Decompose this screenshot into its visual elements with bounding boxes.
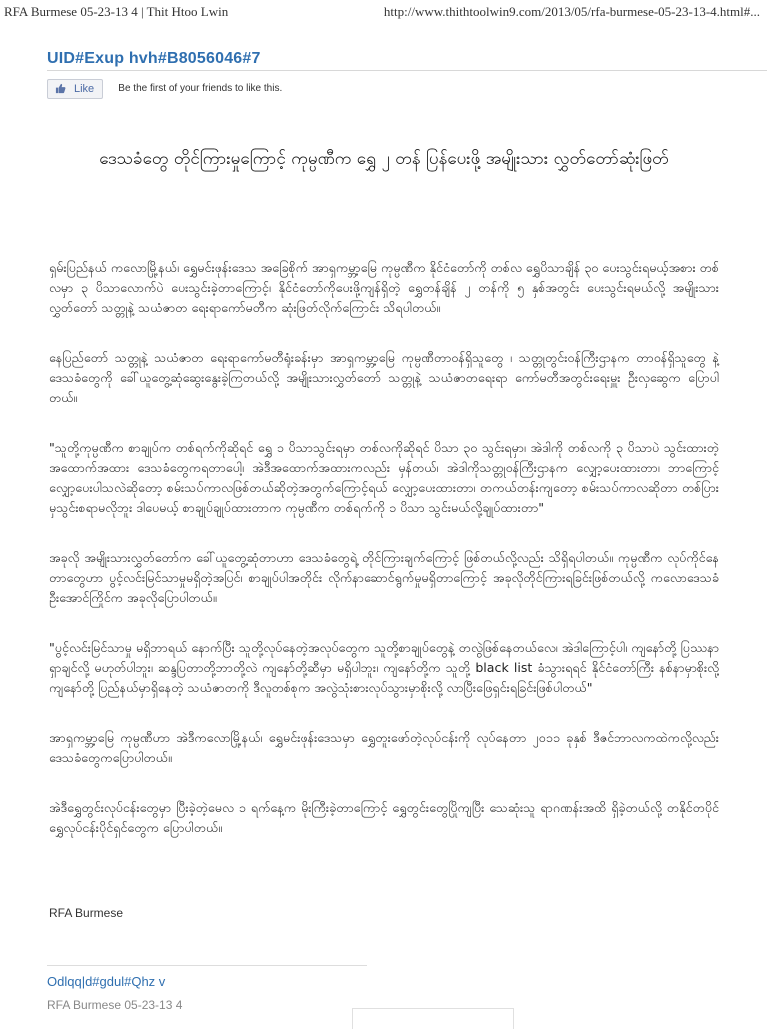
article-heading: ဒေသခံတွေ တိုင်ကြားမှုကြောင့် ကုမ္ပဏီက ရွှေ ၂ တန် ပြန်ပေးဖို့ အမျိုးသား လွှတ်တော်ဆုံးဖြတ် — [99, 149, 669, 169]
article-body — [49, 258, 719, 868]
like-button-label: Like — [74, 82, 95, 95]
article-paragraph: "သူတို့ကုမ္ပဏီက စာချုပ်က တစ်ရက်ကိုဆိုရင် ရွှေ ၁ ပိသာသွင်းရမှာ တစ်လကိုဆိုရင် ပိသာ ၃၀ သွင်းရမှာ၊ အဲဒါကို တစ်လကို ၃ ပိသာပဲ သွင်းထားတဲ့အထောက်အထား ဒေသခံတွေကရတာပေါ့၊ အဲဒီအထောက်အထားကလည်း မှန်တယ်၊ အဲဒါကိုသတ္တုဝန်ကြီးဌာနက လျှော့ပေးထားတာ၊ ဘာကြောင့်လျှော့ပေးပါသလဲဆိုတော့ စမ်းသပ်ကာလဖြစ်တယ်ဆိုတဲ့အတွက်ကြောင့်ရယ် လျှော့ပေးထားတာ၊ တကယ်တန်းကျတော့ စမ်းသပ်ကာလဆိုတာ တစ်ပြားမှသွင်းစရာမလိုဘူး ဒါပေမယ့် စာချုပ်ချုပ်ထားတာက ကုမ္ပဏီက တစ်ရက်ကို ၁ ပိသာ သွင်းမယ်လို့ချုပ်ထားတာ" — [49, 440, 719, 515]
facebook-like-box — [47, 78, 282, 100]
browser-print-header — [0, 0, 768, 22]
footer-box — [352, 1008, 514, 1029]
like-button[interactable] — [47, 79, 103, 99]
article-signature: RFA Burmese — [49, 906, 124, 920]
title-divider — [47, 70, 767, 71]
article-paragraph: အခုလို အမျိုးသားလွှတ်တော်က ခေါ်ယူတွေ့ဆုံတာဟာ ဒေသခံတွေရဲ့ တိုင်ကြားချက်ကြောင့် ဖြစ်တယ်လို့လည်း သိရှိရပါတယ်။ ကုမ္ပဏီက လုပ်ကိုင်နေတာတွေဟာ ပွင့်လင်းမြင်သာမှုမရှိတဲ့အပြင်၊ စာချုပ်ပါအတိုင်း လိုက်နာဆောင်ရွက်မှုမရှိတာကြောင့် အခုလိုတိုင်ကြားရခြင်းဖြစ်တယ်လို့ ကလောဒေသခံ ဦးအောင်ကြိုင်က အခုလိုပြောပါတယ်။ — [49, 550, 719, 605]
footer-link[interactable]: Odlqq|d#gdul#Qhz v — [47, 974, 166, 989]
thumbs-up-icon — [55, 83, 66, 94]
article-paragraph: "ပွင့်လင်းမြင်သာမှု မရှိဘာရယ် နောက်ပြီး သူတို့လုပ်နေတဲ့အလုပ်တွေက သူတို့စာချုပ်တွေနဲ့ တလွဲဖြစ်နေတယ်လေ၊ အဲဒါကြောင့်ပါ၊ ကျနော်တို့ ပြဿနာရှာချင်လို့ မဟုတ်ပါဘူး၊ ဆန္ဒပြတာတို့ဘာတို့လဲ ကျနော်တို့ဆီမှာ မရှိပါဘူး၊ ကျနော်တို့က သူတို့ black list ခံသွားရရင် နိုင်ငံတော်ကြီး နစ်နာမှာစိုးလို့ ကျနော်တို့ ပြည်နယ်မှာရှိနေတဲ့ သယံဇာတကို ဒီလူတစ်စုက အလွဲသုံးစားလုပ်သွားမှာစိုးလို့ လာပြီးဖြေရှင်းရခြင်းဖြစ်ပါတယ်" — [49, 640, 719, 695]
post-title-link[interactable]: UID#Exup hvh#B8056046#7 — [47, 50, 261, 67]
page-title: RFA Burmese 05-23-13 4 | Thit Htoo Lwin — [4, 4, 229, 19]
footer-divider — [47, 965, 367, 966]
page-url[interactable]: http://www.thithtoolwin9.com/2013/05/rfa-burmese-05-23-13-4.html#... — [383, 4, 760, 19]
like-prompt: Be the first of your friends to like this. — [118, 83, 283, 94]
article-paragraph: နေပြည်တော် သတ္တုနဲ့ သယံဇာတ ရေးရာကော်မတီရုံးခန်းမှာ အာရှကမ္ဘာ့မြေ ကုမ္ပဏီတာဝန်ရှိသူတွေ ၊ သတ္တုတွင်းဝန်ကြီးဌာနက တာဝန်ရှိသူတွေ နဲ့ ဒေသခံတွေကို ခေါ်ယူတွေ့ဆုံဆွေးနွေးခဲ့ကြတယ်လို့ အမျိုးသားလွှတ်တော် သတ္တုနဲ့ သယံဇာတရေးရာ ကော်မတီအတွင်းရေးမှူး ဦးလှဆွေက ပြောပါတယ်။ — [49, 350, 719, 405]
footer-subtitle: RFA Burmese 05-23-13 4 — [47, 998, 183, 1012]
article-paragraph: အာရှကမ္ဘာ့မြေ ကုမ္ပဏီဟာ အဲဒီကလောမြို့နယ်၊ ရွှေမင်းဖုန်းဒေသမှာ ရွှေတူးဖော်တဲ့လုပ်ငန်းကို လုပ်နေတာ ၂၀၁၁ ခုနှစ် ဒီဇင်ဘာလကထဲကလို့လည်း ဒေသခံတွေကပြောပါတယ်။ — [49, 730, 719, 765]
article-paragraph: ရှမ်းပြည်နယ် ကလောမြို့နယ်၊ ရွှေမင်းဖုန်းဒေသ အခြေစိုက် အာရှကမ္ဘာ့မြေ ကုမ္ပဏီက နိုင်ငံတော်ကို တစ်လ ရွှေပိသာချိန် ၃၀ ပေးသွင်းရမယ့်အစား တစ်လမှာ ၃ ပိသာလောက်ပဲ ပေးသွင်းခဲ့တာကြောင့်၊ နိုင်ငံတော်ကိုပေးဖို့ကျန်ရှိတဲ့ ရွှေတန်ချိန် ၂ တန်ကို ၅ နှစ်အတွင်း ပေးသွင်းရမယ်လို့ အမျိုးသားလွှတ်တော် သတ္တုနဲ့ သယံဇာတ ရေးရာကော်မတီက ဆုံးဖြတ်လိုက်ကြောင်း သိရပါတယ်။ — [49, 260, 719, 315]
article-paragraph: အဲဒီရွှေတွင်းလုပ်ငန်းတွေမှာ ပြီးခဲ့တဲ့မေလ ၁ ရက်နေ့က မိုးကြီးခဲ့တာကြောင့် ရွှေတွင်းတွေပြိုကျပြီး သေဆုံးသူ ရာဂဏန်းအထိ ရှိခဲ့တယ်လို့ တနိုင်တပိုင် ရွှေလုပ်ငန်းပိုင်ရှင်တွေက ပြောပါတယ်။ — [49, 800, 719, 835]
